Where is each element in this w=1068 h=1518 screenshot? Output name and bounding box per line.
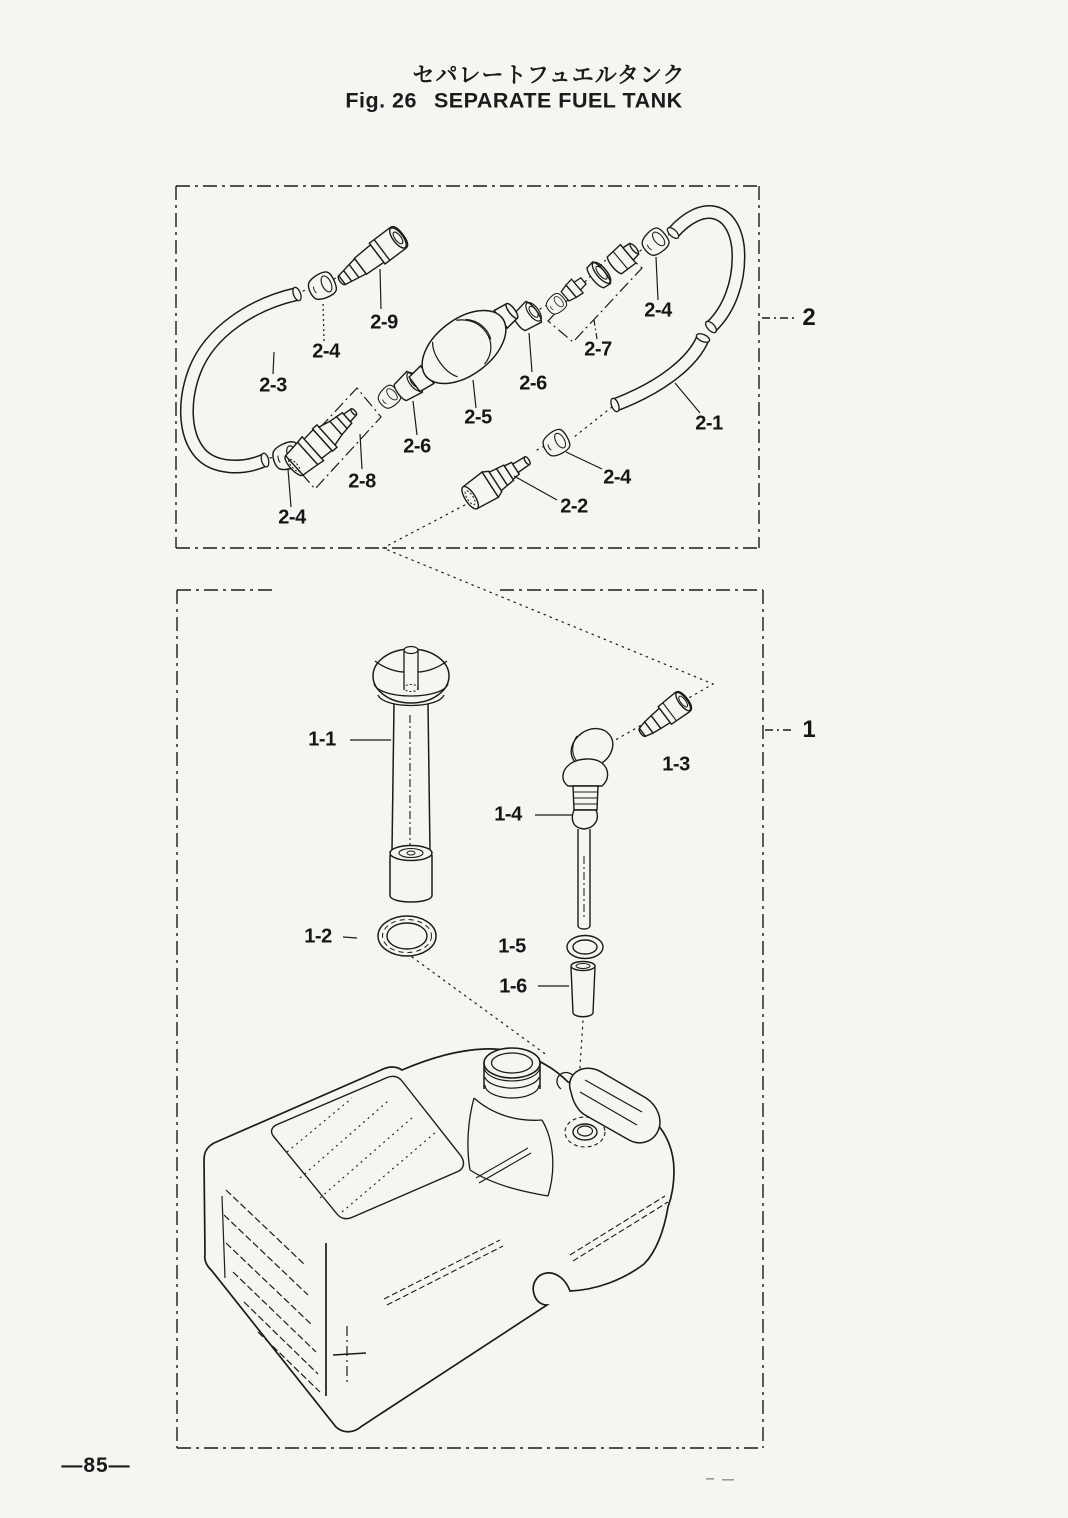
part-label-1-3: 1-3 — [662, 753, 690, 776]
fuel-connector-group-2-7 — [543, 238, 643, 342]
hose-clamp-2-4-d — [539, 427, 573, 460]
exploded-axis-lines — [270, 234, 713, 1112]
part-label-1-4: 1-4 — [494, 803, 522, 826]
label-leader-lines — [273, 257, 700, 986]
figure-number: Fig. 26 — [345, 88, 417, 113]
part-label-2-4-d: 2-4 — [603, 466, 631, 489]
elbow-joint-1-4 — [563, 721, 620, 929]
part-label-1-1: 1-1 — [308, 728, 336, 751]
title-english — [345, 89, 682, 114]
group-label-1: 1 — [802, 716, 816, 743]
fuel-connector-group-2-8 — [280, 383, 403, 489]
part-label-1-5: 1-5 — [498, 935, 526, 958]
part-label-2-7: 2-7 — [584, 338, 612, 361]
tank-filler-neck — [484, 1048, 540, 1099]
part-label-2-9: 2-9 — [370, 311, 398, 334]
sleeve-1-6 — [571, 962, 595, 1017]
fuel-hose-2-1 — [609, 212, 738, 413]
fuel-tank — [204, 1048, 674, 1432]
o-ring-1-5 — [567, 936, 603, 959]
part-label-2-6-b: 2-6 — [519, 372, 547, 395]
hose-clamp-2-4-a — [305, 269, 339, 303]
fuel-gauge-assembly-1-1 — [373, 647, 449, 903]
part-label-2-4-c: 2-4 — [278, 506, 306, 529]
part-label-2-1: 2-1 — [695, 412, 723, 435]
part-label-1-6: 1-6 — [499, 975, 527, 998]
page-number: —85— — [61, 1454, 131, 1477]
part-label-2-2: 2-2 — [560, 495, 588, 518]
tank-fitting-2-2 — [458, 447, 537, 513]
gasket-1-2 — [378, 916, 436, 956]
part-label-2-3: 2-3 — [259, 374, 287, 397]
fuel-connector-2-9 — [332, 224, 410, 292]
group-label-2: 2 — [802, 304, 816, 331]
figure-title: SEPARATE FUEL TANK — [433, 88, 683, 113]
part-label-2-4-b: 2-4 — [644, 299, 672, 322]
scan-specks — [706, 1478, 734, 1481]
part-label-2-6-a: 2-6 — [403, 435, 431, 458]
part-label-2-4-a: 2-4 — [312, 340, 340, 363]
title-japanese: セパレートフュエルタンク — [412, 62, 686, 88]
part-label-2-5: 2-5 — [464, 406, 492, 429]
tank-fitting-1-3 — [634, 689, 695, 743]
part-label-2-8: 2-8 — [348, 470, 376, 493]
primer-bulb-2-5 — [398, 287, 532, 407]
part-label-1-2: 1-2 — [304, 925, 332, 948]
